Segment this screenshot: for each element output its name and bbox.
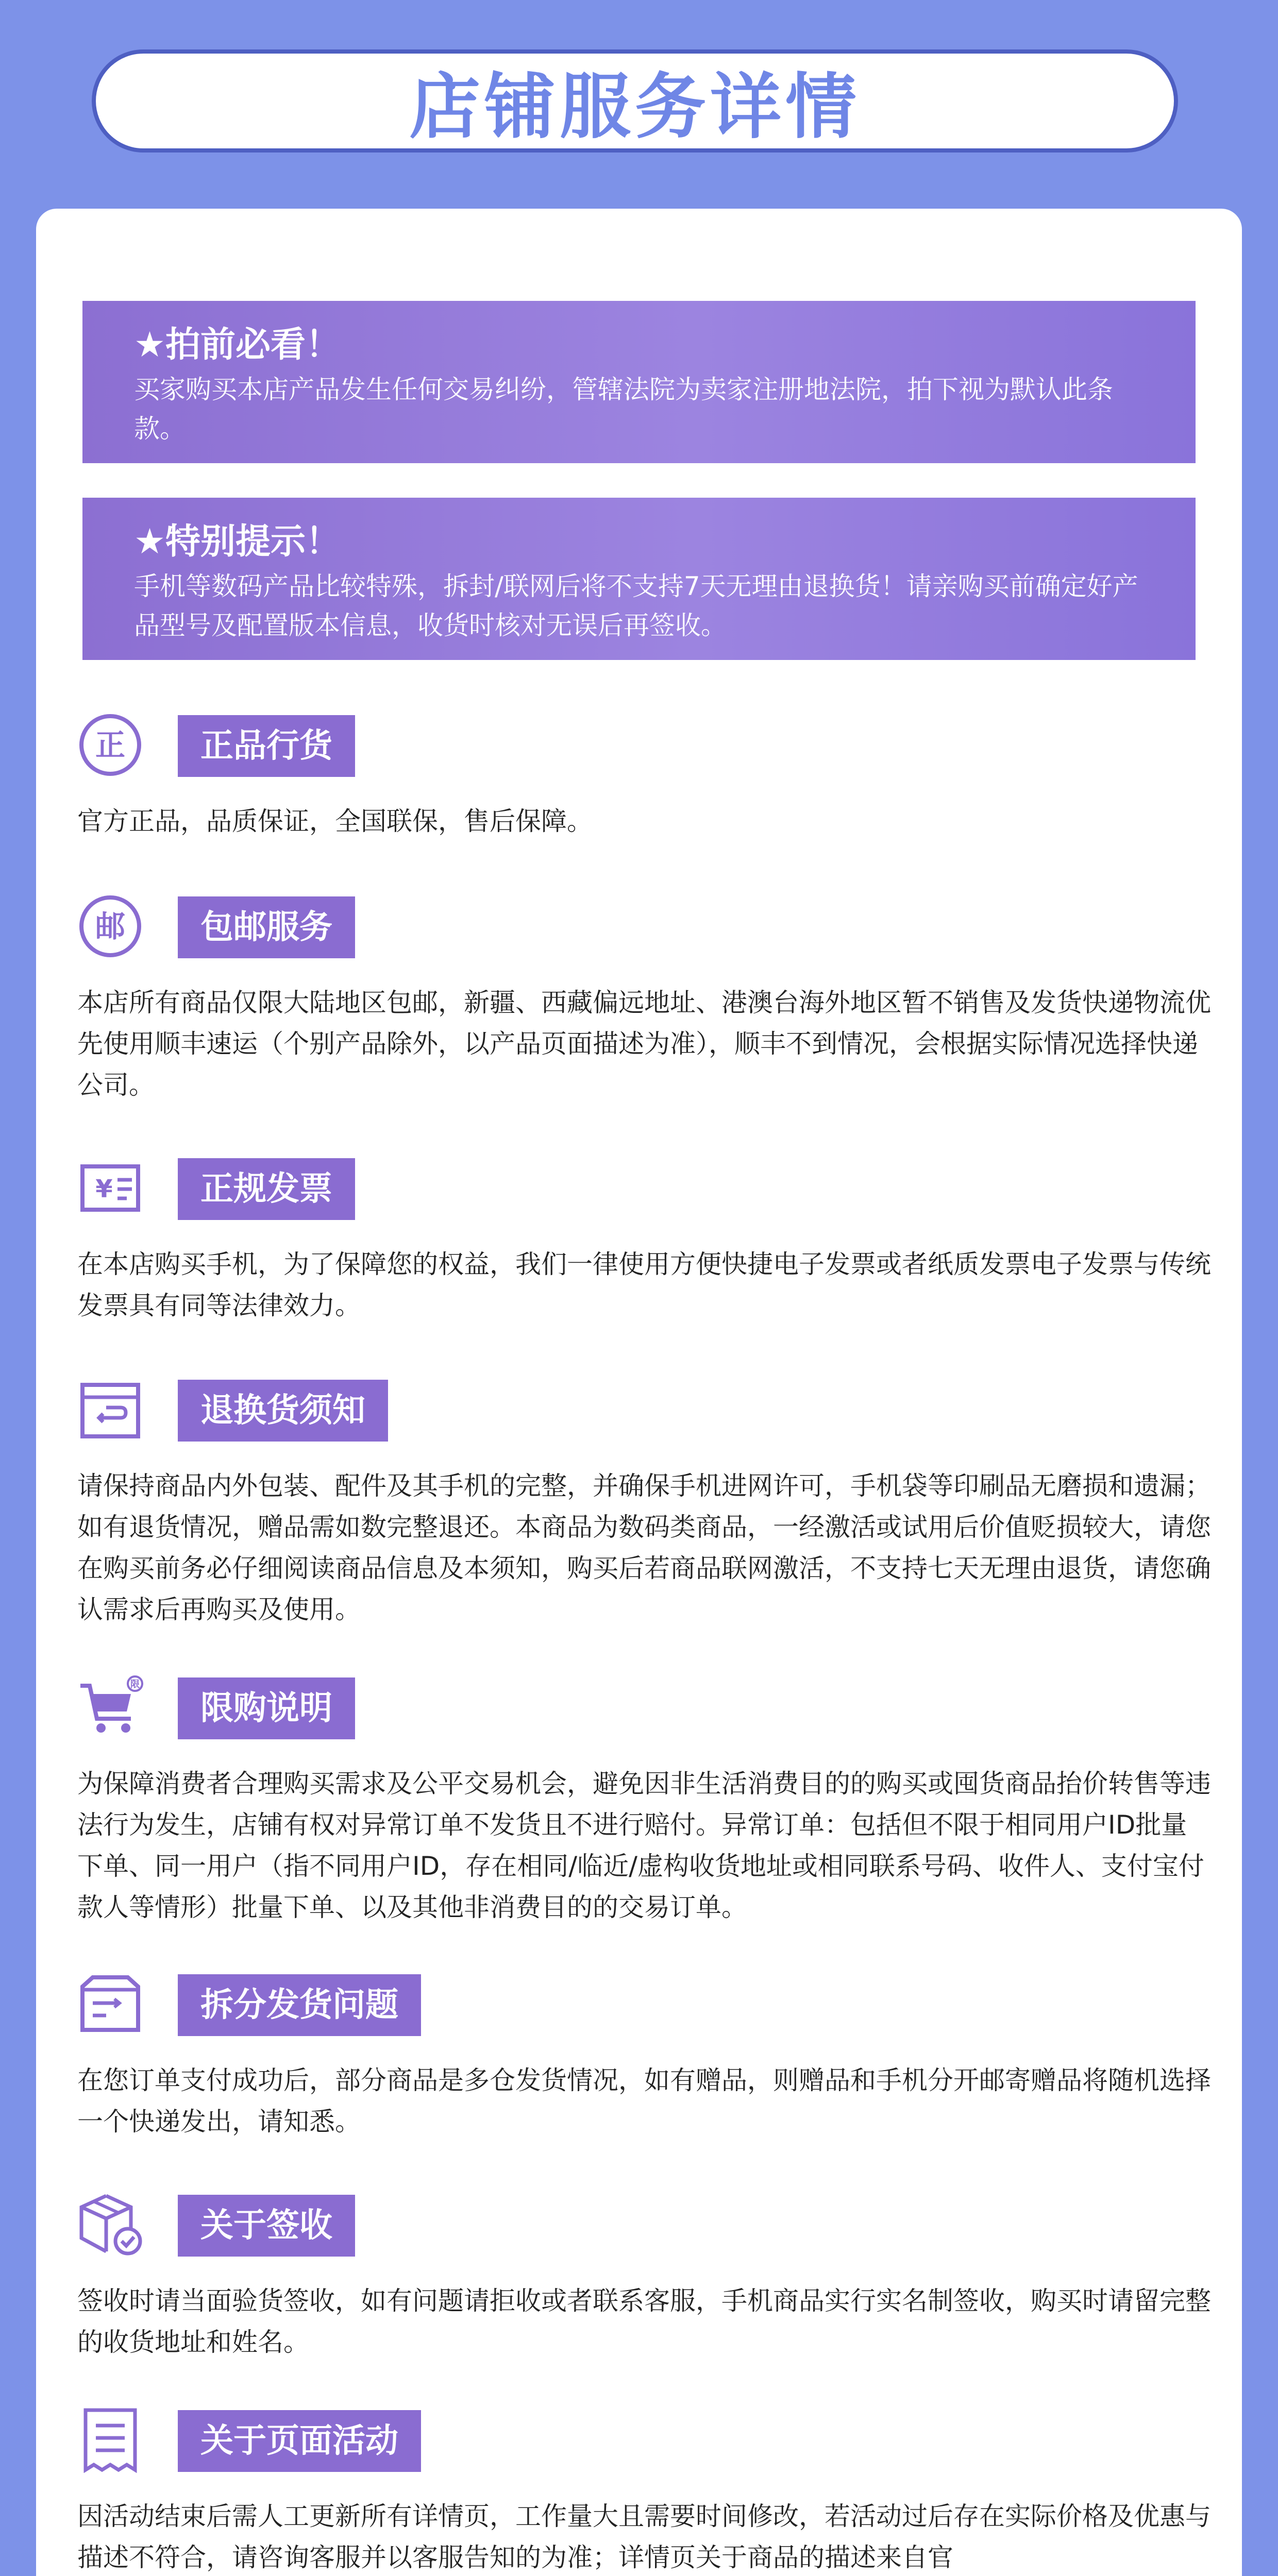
section-label: 限购说明 xyxy=(178,1677,355,1739)
return-box-icon xyxy=(77,1377,143,1443)
section-label: 正规发票 xyxy=(178,1158,355,1220)
section-label: 关于页面活动 xyxy=(178,2410,421,2472)
package-check-icon xyxy=(77,2192,143,2258)
section-purchase-limit xyxy=(77,1674,1211,1928)
section-split-shipping xyxy=(77,1971,1211,2142)
section-returns xyxy=(77,1377,1211,1630)
section-signing xyxy=(77,2192,1211,2363)
section-text: 在您订单支付成功后，部分商品是多仓发货情况，如有赠品，则赠品和手机分开邮寄赠品将随机选择一个快递发出，请知悉。 xyxy=(77,2065,1211,2137)
cart-limit-icon xyxy=(77,1674,143,1740)
section-text: 因活动结束后需人工更新所有详情页，工作量大且需要时间修改，若活动过后存在实际价格及优惠与描述不符合，请咨询客服并以客服告知的为准；详情页关于商品的描述来自官 xyxy=(77,2501,1211,2572)
section-text: 签收时请当面验货签收，如有问题请拒收或者联系客服，手机商品实行实名制签收，购买时请留完整的收货地址和姓名。 xyxy=(77,2286,1211,2357)
section-text: 本店所有商品仅限大陆地区包邮，新疆、西藏偏远地址、港澳台海外地区暂不销售及发货快递物流优先使用顺丰速运（个别产品除外，以产品页面描述为准），顺丰不到情况，会根据实际情况选择快递公司。 xyxy=(77,988,1211,1100)
notice-text: 手机等数码产品比较特殊，拆封/联网后将不支持7天无理由退换货！请亲购买前确定好产品型号及配置版本信息，收货时核对无误后再签收。 xyxy=(134,571,1138,640)
section-label: 退换货须知 xyxy=(178,1380,388,1442)
notice-title: ★特别提示！ xyxy=(134,521,341,562)
section-text: 官方正品，品质保证，全国联保，售后保障。 xyxy=(77,806,593,836)
notice-special-tip xyxy=(82,498,1196,660)
svg-text:¥: ¥ xyxy=(95,1175,113,1204)
notice-text: 买家购买本店产品发生任何交易纠纷，管辖法院为卖家注册地法院，拍下视为默认此条款。 xyxy=(134,375,1113,444)
page-title: 店铺服务详情 xyxy=(409,65,861,148)
section-text: 为保障消费者合理购买需求及公平交易机会，避免因非生活消费目的的购买或囤货商品抬价转售等违法行为发生，店铺有权对异常订单不发货且不进行赔付。异常订单：包括但不限于相同用户ID批量下单、同一用户（指不同用户ID，存在相同/临近/虚构收货地址或相同联系号码、收件人、支付宝付款人等情形）批量下单、以及其他非消费目的的交易订单。 xyxy=(77,1769,1211,1922)
section-invoice xyxy=(77,1155,1211,1326)
section-label: 正品行货 xyxy=(178,715,355,777)
genuine-badge-icon xyxy=(77,712,143,778)
notice-must-read xyxy=(82,301,1196,463)
mail-badge-icon xyxy=(77,893,143,959)
svg-text:限: 限 xyxy=(130,1679,140,1690)
section-label: 关于签收 xyxy=(178,2195,355,2257)
svg-text:正: 正 xyxy=(95,727,126,762)
split-shipping-icon xyxy=(77,1971,143,2037)
section-text: 在本店购买手机，为了保障您的权益，我们一律使用方便快捷电子发票或者纸质发票电子发票与传统发票具有同等法律效力。 xyxy=(77,1249,1211,1320)
section-page-activity xyxy=(77,2407,1211,2576)
page-title-banner xyxy=(92,49,1178,152)
section-text: 请保持商品内外包装、配件及其手机的完整，并确保手机进网许可，手机袋等印刷品无磨损和遗漏；如有退货情况，赠品需如数完整退还。本商品为数码类商品，一经激活或试用后价值贬损较大，请您在购买前务必仔细阅读商品信息及本须知，购买后若商品联网激活，不支持七天无理由退货，请您确认需求后再购买及使用。 xyxy=(77,1471,1211,1624)
section-label: 包邮服务 xyxy=(178,896,355,958)
notice-title: ★拍前必看！ xyxy=(134,325,341,365)
section-free-shipping xyxy=(77,893,1211,1106)
section-label: 拆分发货问题 xyxy=(178,1974,421,2036)
svg-text:邮: 邮 xyxy=(95,909,126,944)
document-icon xyxy=(77,2407,143,2473)
invoice-icon xyxy=(77,1155,143,1221)
section-genuine xyxy=(77,712,1211,842)
